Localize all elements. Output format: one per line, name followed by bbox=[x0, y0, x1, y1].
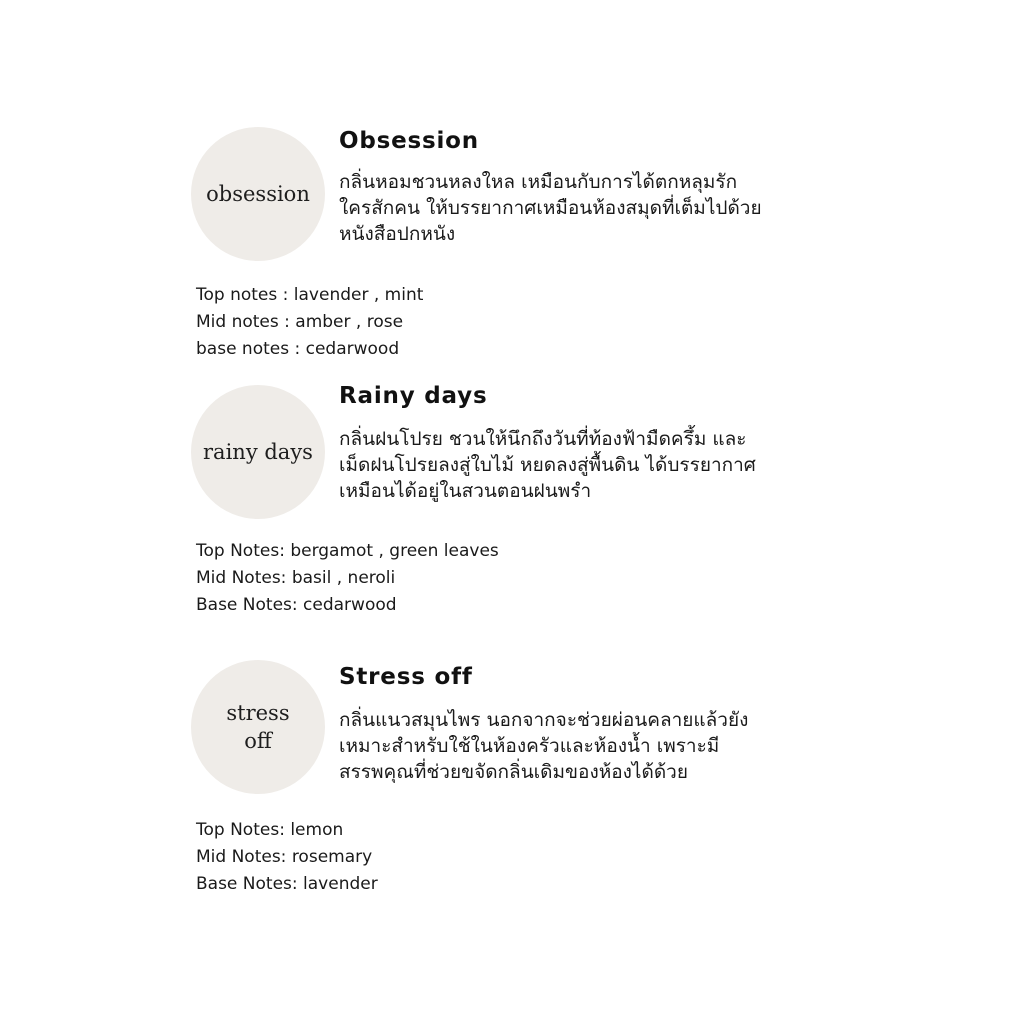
scent-title: Obsession bbox=[339, 128, 479, 154]
top-notes: Top notes : lavender , mint bbox=[196, 285, 424, 305]
base-notes: Base Notes: lavender bbox=[196, 874, 378, 894]
description-line: กลิ่นหอมชวนหลงใหล เหมือนกับการได้ตกหลุมรัก bbox=[339, 171, 738, 193]
scent-badge: rainy days bbox=[191, 385, 325, 519]
mid-notes: Mid notes : amber , rose bbox=[196, 312, 404, 332]
scent-notes bbox=[196, 282, 423, 363]
description-line: สรรพคุณที่ช่วยขจัดกลิ่นเดิมของห้องได้ด้วย bbox=[339, 761, 688, 783]
scent-badge: obsession bbox=[191, 127, 325, 261]
mid-notes: Mid Notes: rosemary bbox=[196, 847, 373, 867]
scent-notes bbox=[196, 817, 378, 898]
description-line: เหมือนได้อยู่ในสวนตอนฝนพรำ bbox=[339, 480, 592, 502]
scent-description bbox=[339, 707, 869, 785]
scent-title: Stress off bbox=[339, 664, 473, 690]
scent-notes bbox=[196, 538, 499, 619]
description-line: เม็ดฝนโปรยลงสู่ใบไม้ หยดลงสู่พื้นดิน ได้บรรยากาศ bbox=[339, 454, 756, 476]
description-line: กลิ่นฝนโปรย ชวนให้นึกถึงวันที่ท้องฟ้ามืดครึ้ม และ bbox=[339, 428, 747, 450]
base-notes: base notes : cedarwood bbox=[196, 339, 400, 359]
top-notes: Top Notes: lemon bbox=[196, 820, 344, 840]
scent-description bbox=[339, 426, 869, 504]
description-line: หนังสือปกหนัง bbox=[339, 223, 456, 245]
scent-badge: stress off bbox=[191, 660, 325, 794]
mid-notes: Mid Notes: basil , neroli bbox=[196, 568, 396, 588]
description-line: กลิ่นแนวสมุนไพร นอกจากจะช่วยผ่อนคลายแล้วยัง bbox=[339, 709, 749, 731]
base-notes: Base Notes: cedarwood bbox=[196, 595, 397, 615]
description-line: ใครสักคน ให้บรรยากาศเหมือนห้องสมุดที่เต็มไปด้วย bbox=[339, 197, 762, 219]
description-line: เหมาะสำหรับใช้ในห้องครัวและห้องน้ำ เพราะมี bbox=[339, 735, 720, 757]
scent-title: Rainy days bbox=[339, 383, 488, 409]
top-notes: Top Notes: bergamot , green leaves bbox=[196, 541, 499, 561]
scent-description bbox=[339, 169, 869, 247]
